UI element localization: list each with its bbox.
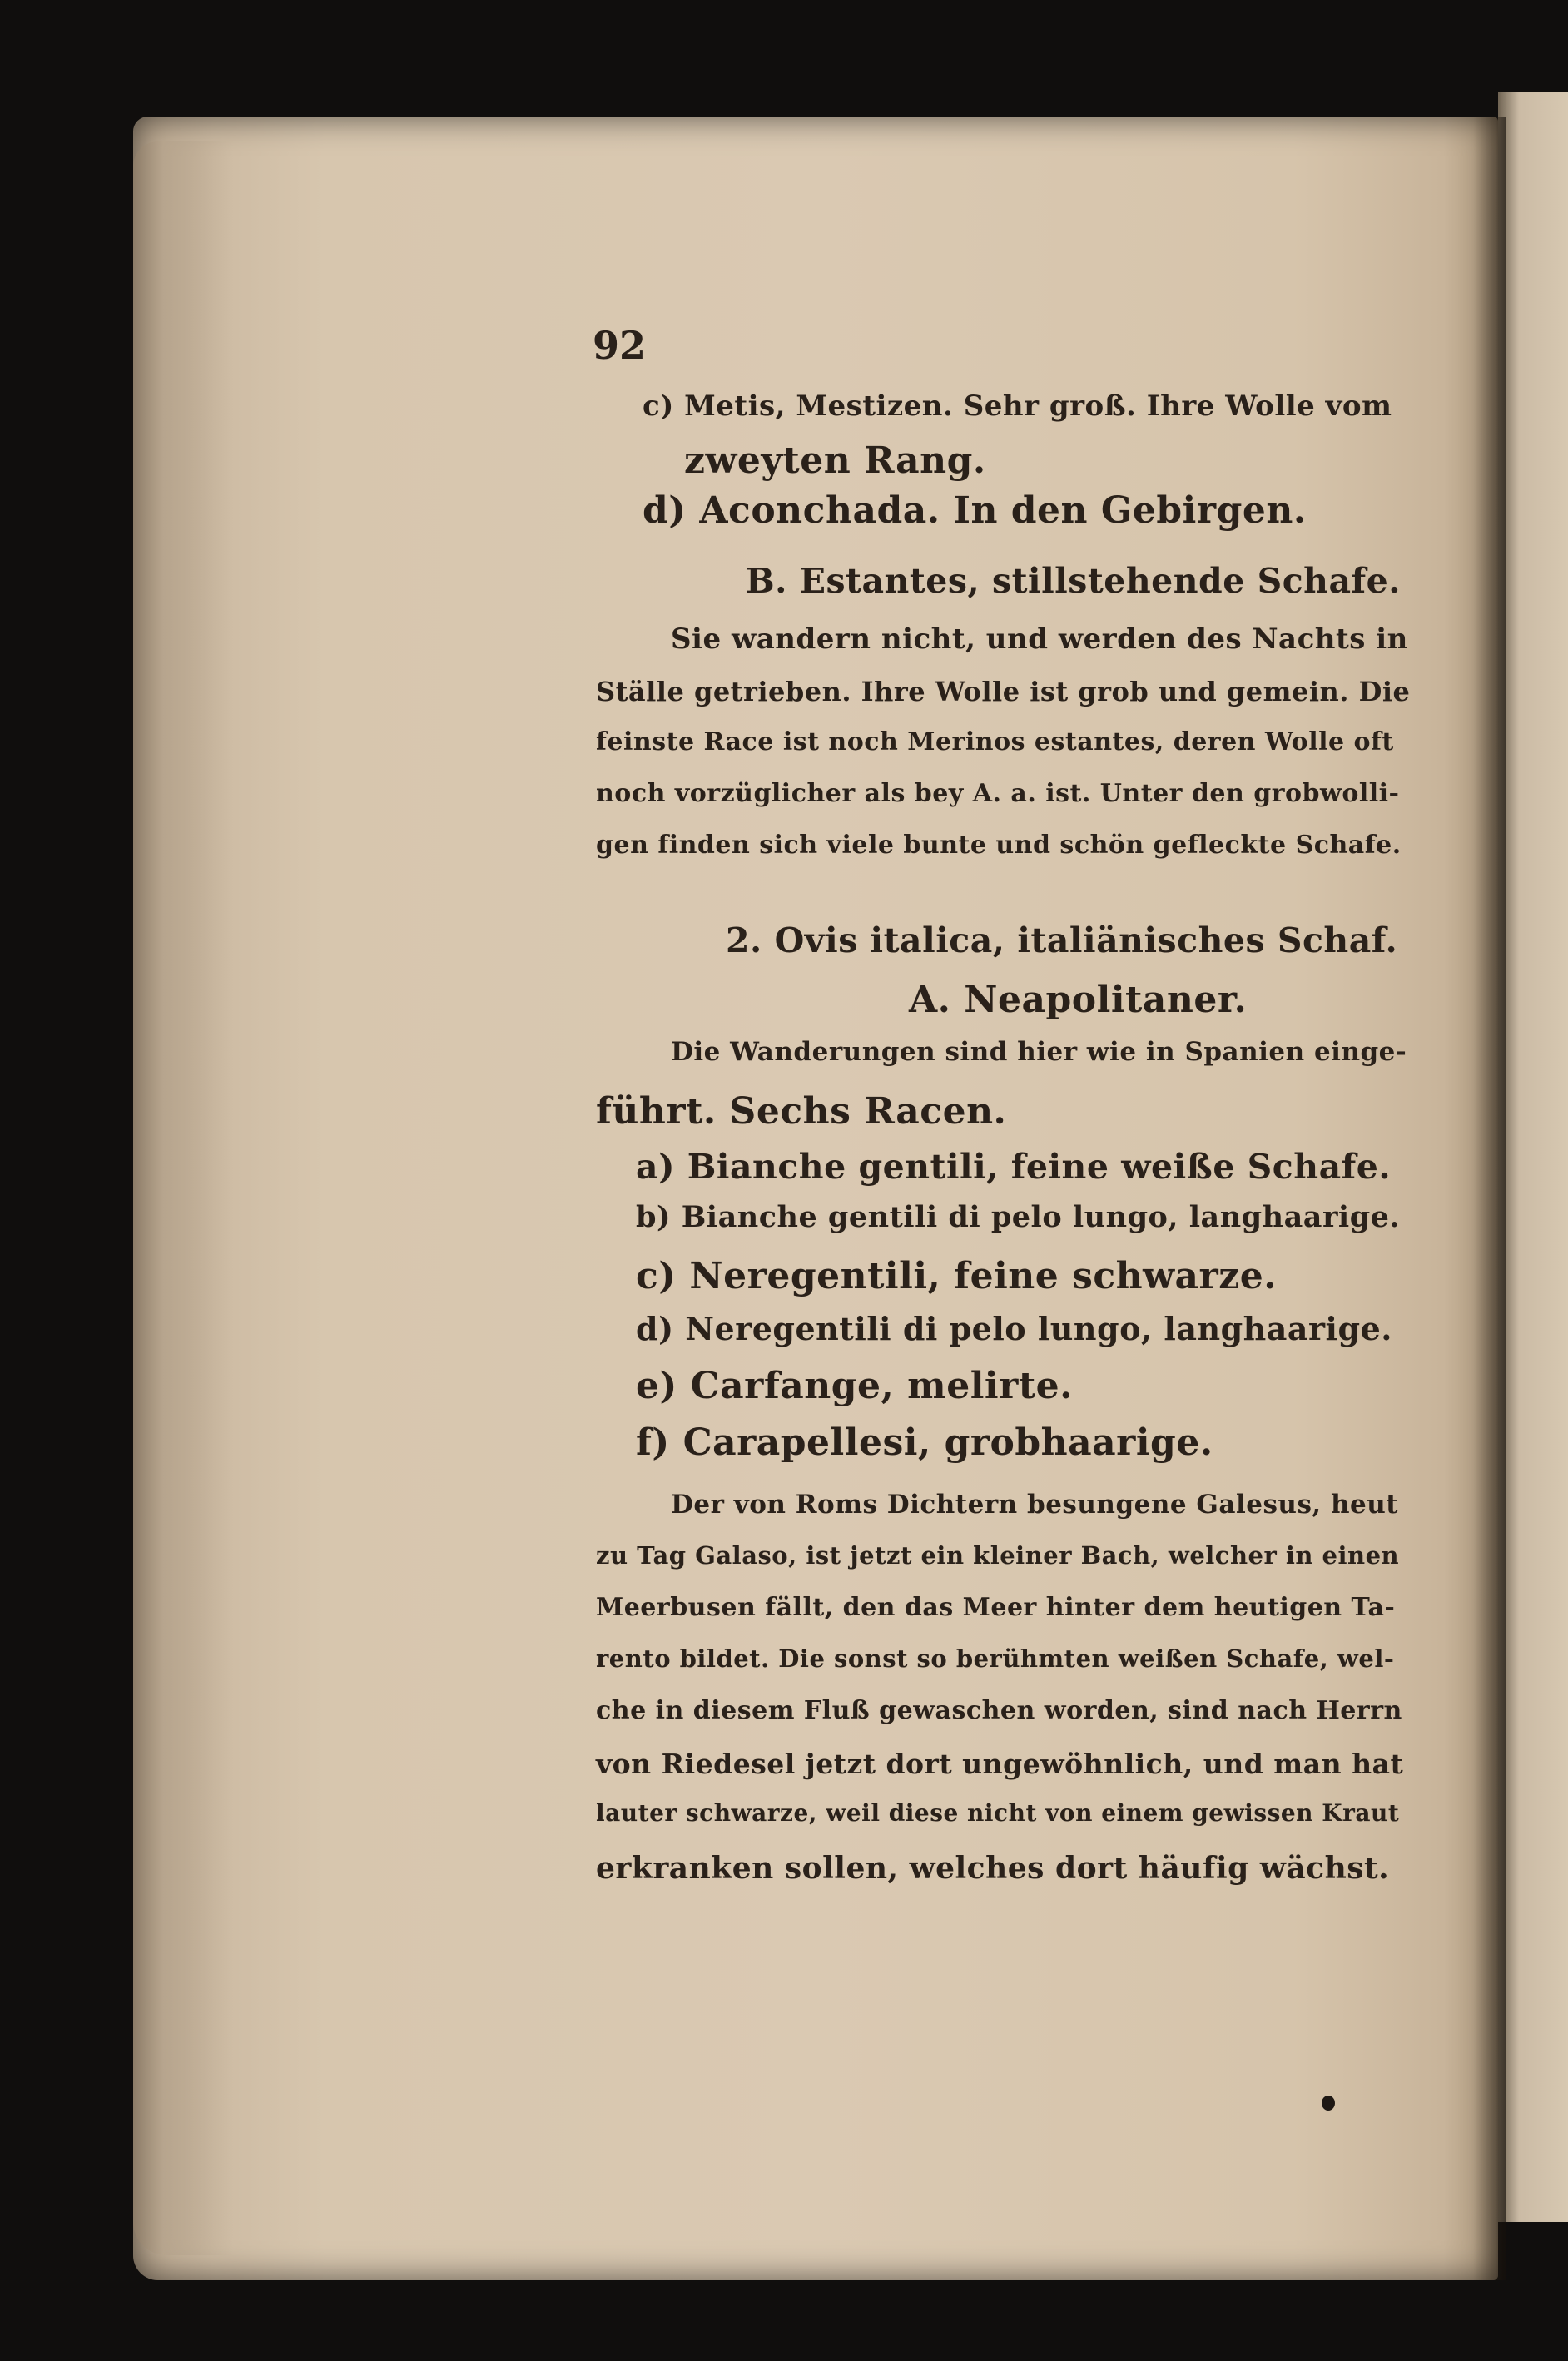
- text-line: gen finden sich viele bunte und schön gefleckte Schafe.: [596, 831, 1402, 860]
- list-item: c) Neregentili, feine schwarze.: [636, 1255, 1278, 1297]
- ink-spot: [1322, 2096, 1335, 2111]
- page-number: 92: [593, 323, 647, 368]
- text-line: führt. Sechs Racen.: [596, 1090, 1007, 1133]
- text-line: von Riedesel jetzt dort ungewöhnlich, und man hat: [596, 1748, 1404, 1780]
- text-line: erkranken sollen, welches dort häufig wächst.: [596, 1851, 1390, 1886]
- text-line: noch vorzüglicher als bey A. a. ist. Unter den grobwolli-: [596, 779, 1400, 808]
- list-item: e) Carfange, melirte.: [636, 1365, 1073, 1407]
- list-item: d) Neregentili di pelo lungo, langhaarige.: [636, 1310, 1392, 1347]
- text-line: zu Tag Galaso, ist jetzt ein kleiner Bach, welcher in einen: [596, 1541, 1400, 1570]
- text-line: lauter schwarze, weil diese nicht von einem gewissen Kraut: [596, 1799, 1400, 1827]
- text-line: Der von Roms Dichtern besungene Galesus, heut: [671, 1490, 1399, 1520]
- text-line: Meerbusen fällt, den das Meer hinter dem heutigen Ta-: [596, 1593, 1396, 1622]
- worn-page-edge: [133, 141, 233, 2255]
- section-heading: B. Estantes, stillstehende Schafe.: [746, 561, 1402, 601]
- text-line: rento bildet. Die sonst so berühmten weißen Schafe, wel-: [596, 1644, 1395, 1673]
- text-line: c) Metis, Mestizen. Sehr groß. Ihre Wolle vom: [643, 389, 1392, 423]
- text-line: Sie wandern nicht, und werden des Nachts in: [671, 622, 1408, 656]
- list-item: a) Bianche gentili, feine weiße Schafe.: [636, 1147, 1392, 1187]
- list-item: b) Bianche gentili di pelo lungo, langhaarige.: [636, 1200, 1401, 1234]
- section-heading: A. Neapolitaner.: [909, 979, 1248, 1021]
- text-line: zweyten Rang.: [684, 439, 986, 482]
- section-heading: 2. Ovis italica, italiänisches Schaf.: [726, 920, 1398, 960]
- text-line: feinste Race ist noch Merinos estantes, deren Wolle oft: [596, 727, 1394, 756]
- list-item: f) Carapellesi, grobhaarige.: [636, 1421, 1213, 1464]
- text-line: Ställe getrieben. Ihre Wolle ist grob und gemein. Die: [596, 676, 1411, 707]
- book-gutter: [1473, 117, 1506, 2280]
- text-line: d) Aconchada. In den Gebirgen.: [643, 489, 1307, 532]
- text-line: che in diesem Fluß gewaschen worden, sind nach Herrn: [596, 1696, 1402, 1725]
- next-page-edge: [1498, 92, 1568, 2222]
- text-line: Die Wanderungen sind hier wie in Spanien einge-: [671, 1037, 1407, 1067]
